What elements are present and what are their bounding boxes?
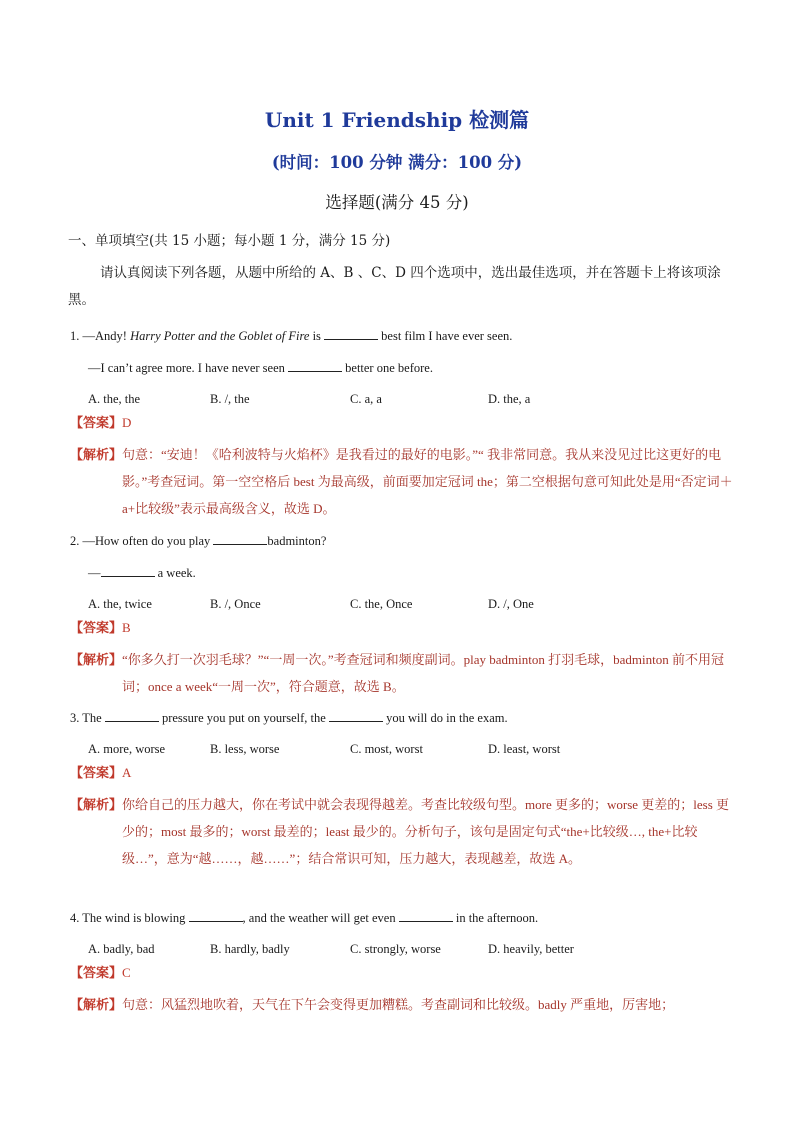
answer-line: 【答案】C: [70, 965, 131, 980]
analysis-text: “你多久打一次羽毛球？”“一周一次。”考查冠词和频度副词。play badminton 打羽毛球，badminton 前不用冠词；once a week“一周一次”，符合题意，故选 B。: [122, 652, 724, 694]
option-c[interactable]: C. most, worst: [350, 742, 423, 756]
answer-line: 【答案】B: [70, 620, 131, 635]
answer-blank: [101, 562, 155, 577]
question-reply: — a week.: [70, 562, 738, 594]
instructions: 请认真阅读下列各题，从题中所给的 A、B 、C、D 四个选项中，选出最佳选项，并在答题卡上将该项涂黑。: [68, 265, 721, 308]
option-a[interactable]: A. more, worse: [88, 742, 166, 756]
answer-blank: [105, 707, 159, 722]
exam-time-info: (时间：100 分钟 满分：100 分): [271, 153, 523, 172]
analysis: 【解析】 句意：风猛烈地吹着，天气在下午会变得更加糟糕。考查副词和比较级。badly 严重地，厉害地；: [70, 991, 738, 1018]
answer-blank: [213, 530, 267, 545]
analysis-text: 句意：“安迪！《哈利波特与火焰杯》是我看过的最好的电影。”“ 我非常同意。我从来没见过比这更好的电影。”考查冠词。第一空空格后 best 为最高级，前面要加定冠词 the；第二空根据句意可知此处是用“否定词＋a+比较级”表示最高级含义，故选 D。: [122, 447, 733, 516]
option-b[interactable]: B. hardly, badly: [210, 942, 290, 956]
options: [70, 739, 738, 763]
option-d[interactable]: D. least, worst: [488, 742, 561, 756]
answer-blank: [329, 707, 383, 722]
answer-line: 【答案】D: [70, 415, 132, 430]
option-a[interactable]: A. the, the: [88, 392, 141, 406]
question-4: [70, 907, 738, 1018]
options: [70, 594, 738, 618]
part-heading: 一、单项填空(共 15 小题；每小题 1 分，满分 15 分): [68, 233, 391, 249]
question-stem: 4. The wind is blowing , and the weather will get even in the afternoon.: [70, 907, 738, 939]
question-2: [70, 530, 738, 700]
answer-blank: [288, 357, 342, 372]
answer-blank: [189, 907, 243, 922]
option-d[interactable]: D. /, One: [488, 597, 534, 611]
option-d[interactable]: D. heavily, better: [488, 942, 574, 956]
option-a[interactable]: A. badly, bad: [88, 942, 155, 956]
options: [70, 389, 738, 413]
analysis: 【解析】 句意：“安迪！《哈利波特与火焰杯》是我看过的最好的电影。”“ 我非常同意。我从来没见过比这更好的电影。”考查冠词。第一空空格后 best 为最高级，前面要加定冠词 the；第二空根据句意可知此处是用“否定词＋a+比较级”表示最高级含义，故选 D。: [70, 441, 738, 522]
answer-value: D: [122, 415, 132, 430]
analysis: 【解析】 你给自己的压力越大，你在考试中就会表现得越差。考查比较级句型。more 更多的；worse 更差的；less 更少的；most 最多的；worst 最差的；least 最少的。分析句子，该句是固定句式“the+比较级…, the+比较级…”，意为“越……，越……”；结合常识可知，压力越大，表现越差，故选 A。: [70, 791, 738, 872]
analysis-text: 你给自己的压力越大，你在考试中就会表现得越差。考查比较级句型。more 更多的；worse 更差的；less 更少的；most 最多的；worst 最差的；least 最少的。分析句子，该句是固定句式“the+比较级…, the+比较级…”，意为“越……，越……”；结合常识可知，压力越大，表现越差，故选 A。: [122, 797, 730, 866]
question-reply: —I can’t agree more. I have never seen better one before.: [70, 357, 738, 389]
answer-value: B: [122, 620, 131, 635]
question-1: [70, 325, 738, 522]
answer-value: C: [122, 965, 131, 980]
question-stem: 2. —How often do you play badminton?: [70, 530, 738, 562]
answer-blank: [399, 907, 453, 922]
options: [70, 939, 738, 963]
option-d[interactable]: D. the, a: [488, 392, 531, 406]
option-c[interactable]: C. a, a: [350, 392, 382, 406]
option-b[interactable]: B. less, worse: [210, 742, 280, 756]
option-c[interactable]: C. strongly, worse: [350, 942, 441, 956]
option-b[interactable]: B. /, Once: [210, 597, 261, 611]
option-a[interactable]: A. the, twice: [88, 597, 152, 611]
answer-line: 【答案】A: [70, 765, 132, 780]
option-c[interactable]: C. the, Once: [350, 597, 413, 611]
answer-blank: [324, 325, 378, 340]
question-stem: 1. —Andy! Harry Potter and the Goblet of Fire is best film I have ever seen.: [70, 325, 738, 357]
answer-value: A: [122, 765, 132, 780]
book-title: Harry Potter and the Goblet of Fire: [130, 329, 310, 343]
analysis: 【解析】 “你多久打一次羽毛球？”“一周一次。”考查冠词和频度副词。play badminton 打羽毛球，badminton 前不用冠词；once a week“一周一次”，符合题意，故选 B。: [70, 646, 738, 700]
question-3: [70, 707, 738, 872]
page-title: Unit 1 Friendship 检测篇: [264, 108, 530, 132]
section-title: 选择题(满分 45 分): [325, 193, 469, 212]
question-stem: 3. The pressure you put on yourself, the you will do in the exam.: [70, 707, 738, 739]
analysis-text: 句意：风猛烈地吹着，天气在下午会变得更加糟糕。考查副词和比较级。badly 严重地，厉害地；: [122, 997, 675, 1012]
option-b[interactable]: B. /, the: [210, 392, 250, 406]
